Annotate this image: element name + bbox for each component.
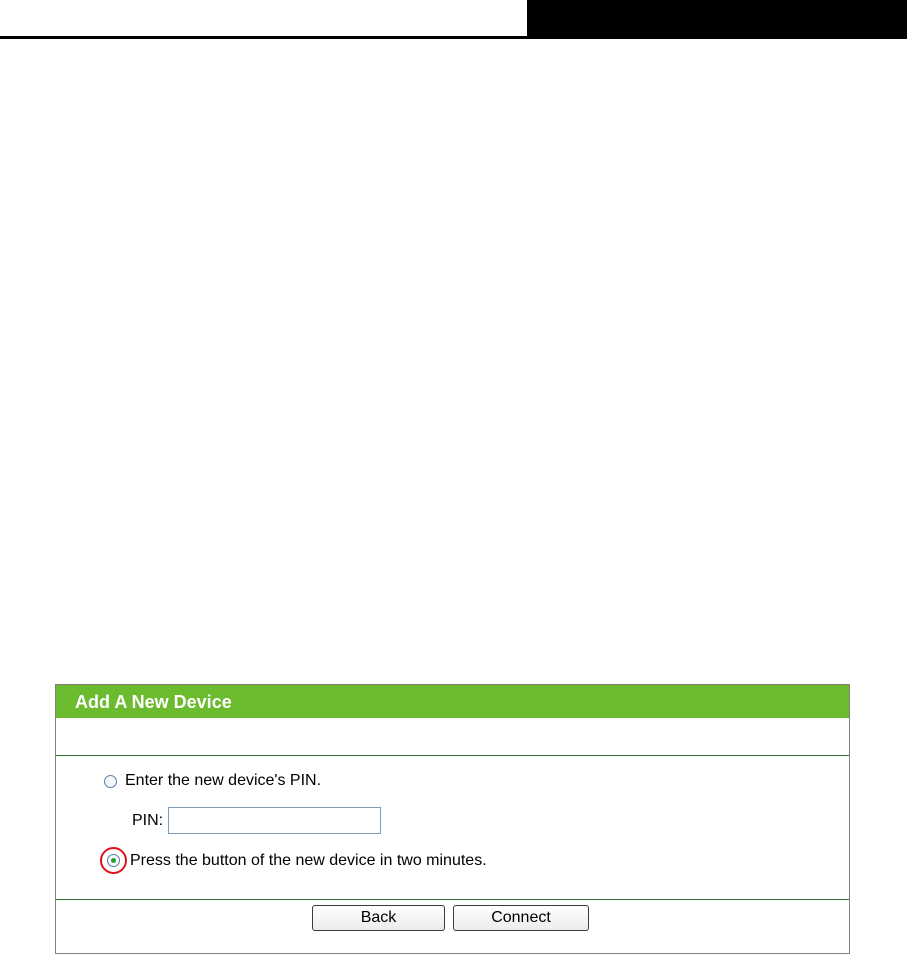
panel-body <box>56 756 849 900</box>
pbc-option-radio[interactable] <box>107 854 120 867</box>
pin-input-row <box>132 807 381 834</box>
pbc-option-row[interactable] <box>100 847 487 874</box>
connect-button[interactable]: Connect <box>453 905 589 931</box>
panel-footer <box>56 900 849 953</box>
pin-option-radio[interactable] <box>104 775 117 788</box>
highlight-circle <box>100 847 127 874</box>
add-device-panel <box>55 684 850 954</box>
header-rule <box>0 36 527 39</box>
pin-field-label: PIN: <box>132 811 164 829</box>
panel-spacer <box>56 718 849 756</box>
back-button[interactable]: Back <box>312 905 445 931</box>
pin-option-row[interactable] <box>104 772 321 790</box>
pin-option-label: Enter the new device's PIN. <box>125 772 322 789</box>
pin-input[interactable] <box>168 807 381 834</box>
pbc-option-label: Press the button of the new device in two minutes. <box>130 851 487 869</box>
radio-selected-dot <box>111 858 116 863</box>
header-black-bar <box>527 0 907 39</box>
panel-title: Add A New Device <box>56 685 849 718</box>
